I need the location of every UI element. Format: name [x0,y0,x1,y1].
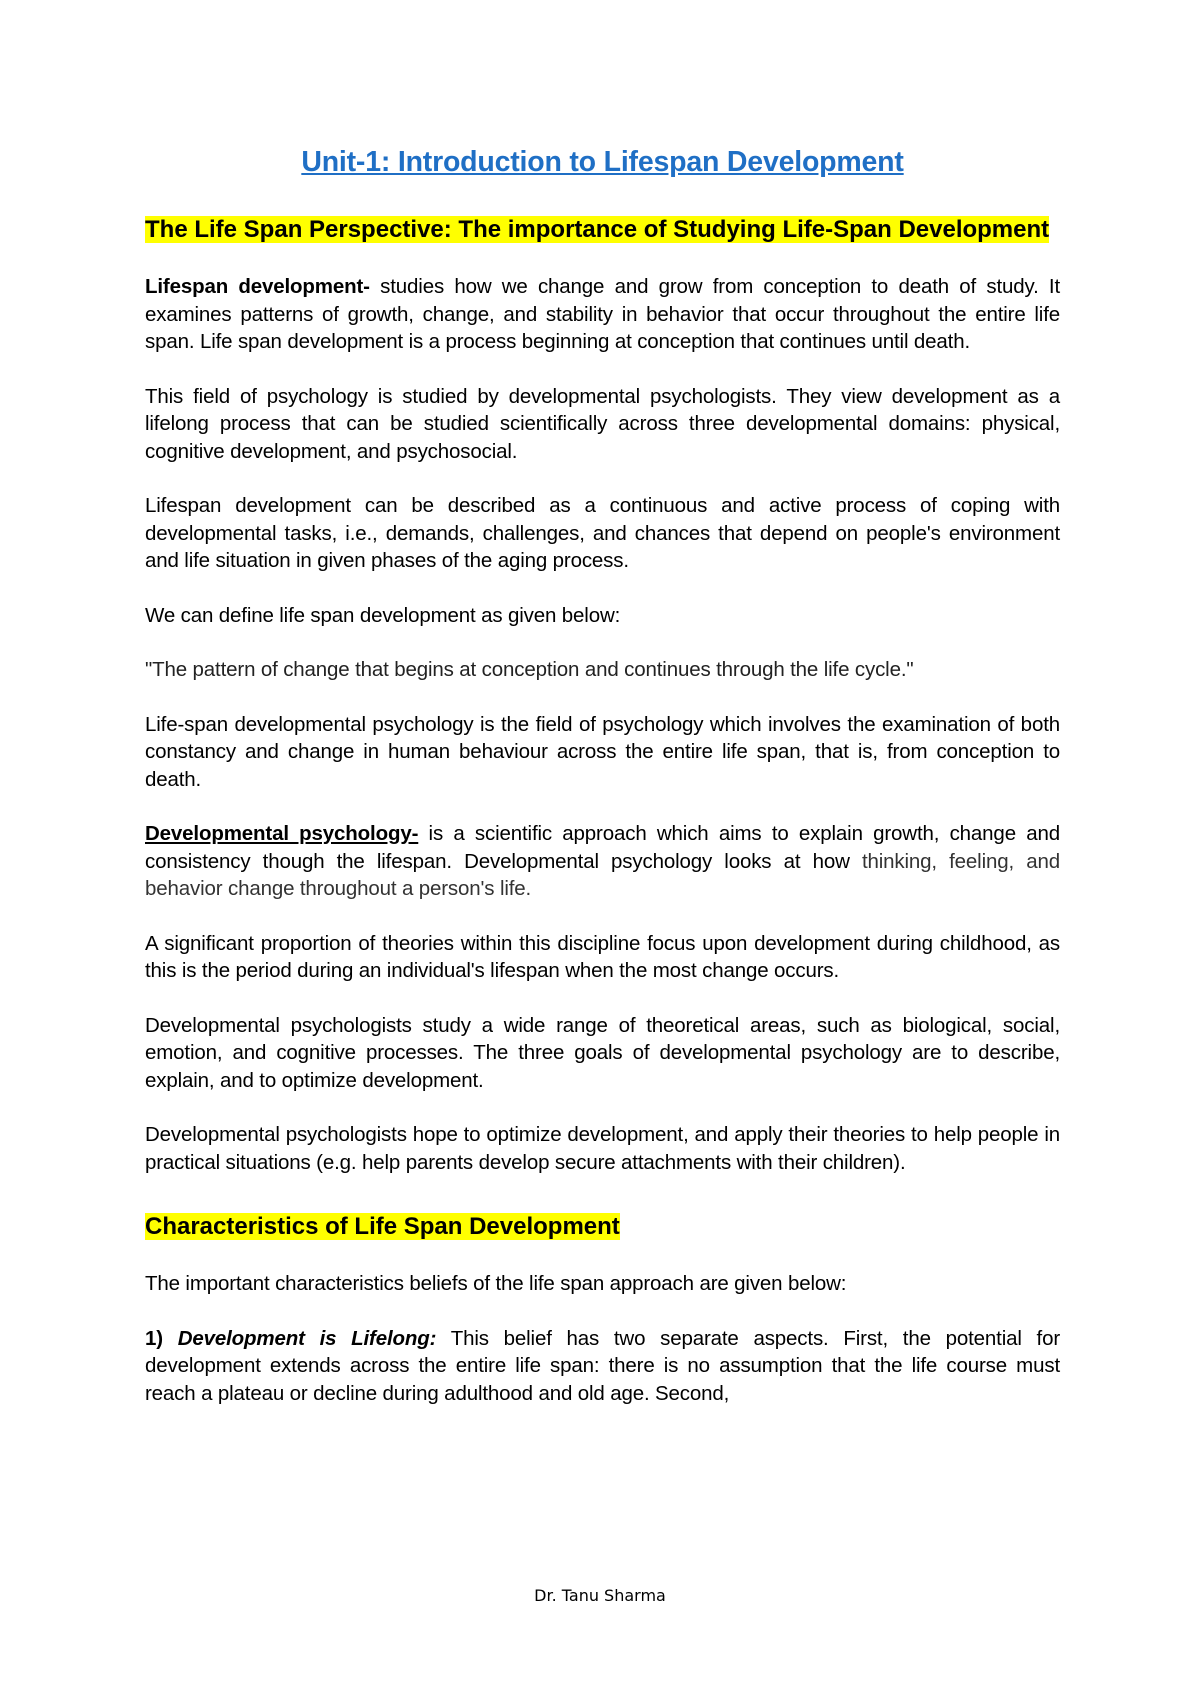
definition-quote: "The pattern of change that begins at conception and continues through the life cycle." [145,658,914,681]
paragraph-characteristics-intro: The important characteristics beliefs of the life span approach are given below: [145,1272,847,1295]
paragraph-text: is a scientific approach which aims to explain growth, change and consistency though the lifespan. Developmental psychology looks at how [145,822,1060,873]
paragraph-continuous-process: Lifespan development can be described as a continuous and active process of coping with developmental tasks, i.e., demands, challenges, and chances that depend on people's environment and life situation in given phases of the aging process. [145,494,1060,572]
paragraph-define-intro: We can define life span development as given below: [145,603,621,627]
paragraph-optimize-development: Developmental psychologists hope to optimize development, and apply their theories to help people in practical situations (e.g. help parents develop secure attachments with their children). [145,1123,1060,1174]
term-developmental-psychology: Developmental psychology- [145,822,419,845]
paragraph-childhood-theories: A significant proportion of theories within this discipline focus upon development during childhood, as this is the period during an individual's lifespan when the most change occurs. [145,931,1060,982]
term-development-lifelong: Development is Lifelong: [177,1326,437,1350]
paragraph-text-tail: thinking, feeling, and behavior change throughout a person's life. [145,849,1060,900]
paragraph-developmental-psychology [145,820,1060,903]
paragraph-lifespan-psychology: Life-span developmental psychology is the field of psychology which involves the examination of both constancy and change in human behaviour across the entire life span, that is, from conception to death. [145,712,1060,791]
list-number: 1) [145,1326,163,1350]
list-item-development-lifelong [145,1325,1060,1408]
document-title: Unit-1: Introduction to Lifespan Development [301,146,904,178]
section-heading-lifespan-perspective [145,215,1060,245]
term-lifespan-development: Lifespan development- [145,275,370,298]
paragraph-text: This belief has two separate aspects. First, the potential for development extends across the entire life span: there is no assumption that the life course must reach a plateau or decline during adulthood and old age. Second, [145,1326,1061,1405]
paragraph-text: studies how we change and grow from conception to death of study. It examines patterns of growth, change, and stability in behavior that occur throughout the entire life span. Life span development is a process beginning at conception that continues until death. [145,275,1060,353]
page-footer-author: Dr. Tanu Sharma [534,1586,666,1605]
paragraph-field-of-psychology: This field of psychology is studied by developmental psychologists. They view development as a lifelong process that can be studied scientifically across three developmental domains: physical, cognitive development, and psychosocial. [145,384,1060,463]
page-content [145,146,1060,1434]
paragraph-theoretical-areas: Developmental psychologists study a wide range of theoretical areas, such as biological, social, emotion, and cognitive processes. The three goals of developmental psychology are to describe, explain, and to optimize development. [145,1013,1060,1092]
section-heading-characteristics [145,1212,1060,1242]
heading-highlight: The Life Span Perspective: The importance of Studying Life-Span Development [145,216,1050,243]
heading-highlight: Characteristics of Life Span Development [145,1213,620,1240]
paragraph-lifespan-definition [145,273,1060,356]
